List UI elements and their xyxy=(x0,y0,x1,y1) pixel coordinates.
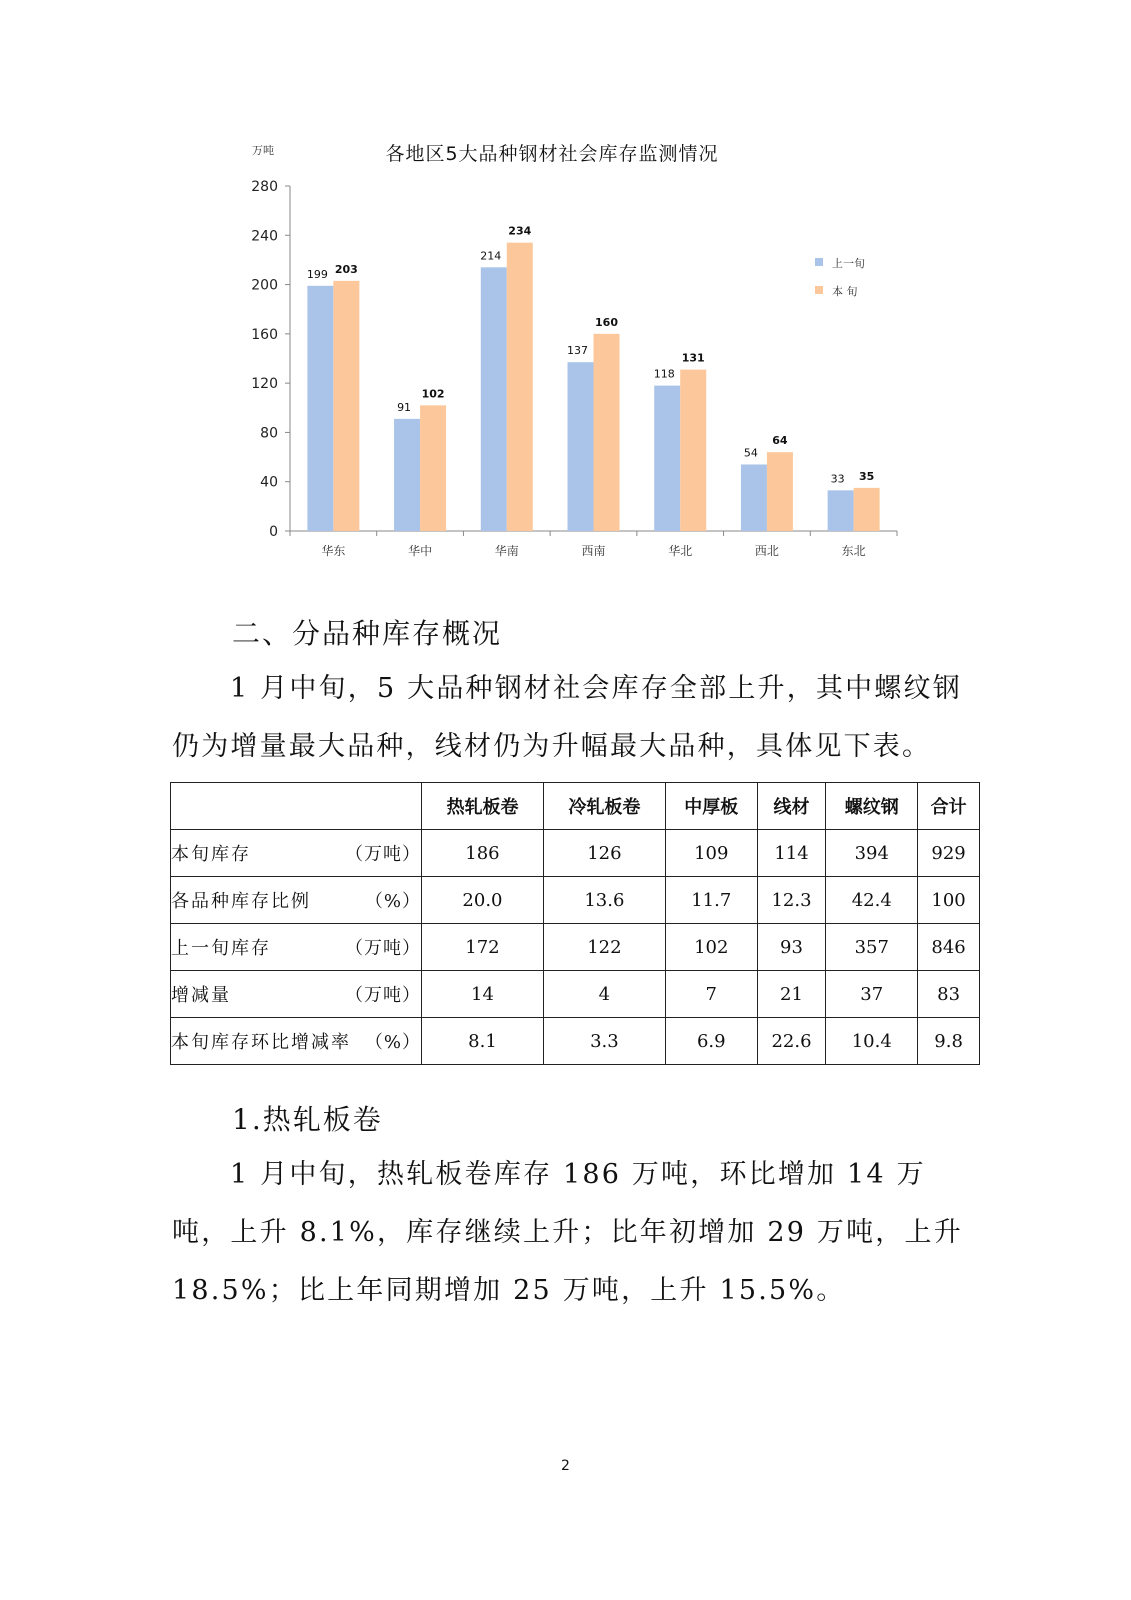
table-cell: 6.9 xyxy=(665,1018,757,1065)
bar xyxy=(481,267,507,531)
chart-title: 各地区5大品种钢材社会库存监测情况 xyxy=(385,143,719,165)
chart-bars xyxy=(307,225,880,531)
header-cell xyxy=(171,783,422,830)
data-label: 199 xyxy=(306,267,328,281)
row-unit: （万吨） xyxy=(345,938,421,959)
data-label: 35 xyxy=(858,469,875,483)
subsection-heading: 1.热轧板卷 xyxy=(232,1103,383,1136)
data-label: 160 xyxy=(595,315,618,329)
table-row xyxy=(171,830,980,877)
row-label: 本旬库存环比增减率 xyxy=(171,1032,351,1053)
table-cell: 394 xyxy=(826,830,918,877)
y-tick-label: 280 xyxy=(251,179,278,195)
table-cell: 929 xyxy=(918,830,980,877)
x-tick-label: 西北 xyxy=(754,544,779,558)
table-cell: 93 xyxy=(757,924,826,971)
table-cell: 12.3 xyxy=(757,877,826,924)
bar xyxy=(307,286,333,531)
data-label: 102 xyxy=(421,387,445,401)
section-heading: 二、分品种库存概况 xyxy=(232,617,503,650)
table-cell: 357 xyxy=(826,924,918,971)
legend-swatch xyxy=(815,286,823,294)
table-cell: 83 xyxy=(918,971,980,1018)
header-cell: 热轧板卷 xyxy=(422,783,544,830)
bar xyxy=(507,243,533,531)
table-cell: 102 xyxy=(665,924,757,971)
bar xyxy=(828,490,854,531)
data-label: 118 xyxy=(653,367,675,381)
row-label: 增减量 xyxy=(171,985,231,1006)
x-tick-label: 西南 xyxy=(581,544,606,558)
data-label: 33 xyxy=(830,472,845,486)
data-label: 64 xyxy=(772,434,788,448)
data-label: 91 xyxy=(397,400,412,414)
table-cell: 4 xyxy=(543,971,665,1018)
table-cell: 10.4 xyxy=(826,1018,918,1065)
bar xyxy=(394,419,420,531)
row-label-cell xyxy=(171,924,422,971)
data-label: 234 xyxy=(508,224,532,238)
table-cell: 114 xyxy=(757,830,826,877)
data-label: 214 xyxy=(480,249,502,263)
data-label: 137 xyxy=(567,344,588,358)
table-cell: 186 xyxy=(422,830,544,877)
row-label: 上一旬库存 xyxy=(171,938,271,959)
row-unit: （万吨） xyxy=(345,844,421,865)
bar xyxy=(680,370,706,531)
y-tick-label: 200 xyxy=(251,277,278,294)
row-label-cell xyxy=(171,877,422,924)
row-unit: （万吨） xyxy=(345,985,421,1006)
row-unit: （%） xyxy=(364,1032,421,1053)
table-cell: 122 xyxy=(543,924,665,971)
table-cell: 21 xyxy=(757,971,826,1018)
table-cell: 100 xyxy=(918,877,980,924)
table-row xyxy=(171,971,980,1018)
header-cell: 线材 xyxy=(757,783,826,830)
legend-label: 上一旬 xyxy=(832,257,865,270)
table-cell: 172 xyxy=(422,924,544,971)
y-tick-label: 160 xyxy=(251,326,278,343)
y-tick-label: 80 xyxy=(260,425,278,442)
bar xyxy=(420,405,446,531)
row-label: 本旬库存 xyxy=(171,844,251,865)
x-tick-label: 东北 xyxy=(841,544,866,558)
x-tick-label: 华中 xyxy=(408,544,433,558)
x-tick-label: 华北 xyxy=(668,544,693,558)
row-label-cell xyxy=(171,1018,422,1065)
bar xyxy=(594,334,620,531)
legend-swatch xyxy=(815,258,823,266)
y-tick-label: 0 xyxy=(269,524,278,540)
header-cell: 中厚板 xyxy=(665,783,757,830)
data-label: 131 xyxy=(681,351,705,365)
table-cell: 13.6 xyxy=(543,877,665,924)
bar xyxy=(654,386,680,531)
table-cell: 14 xyxy=(422,971,544,1018)
bar xyxy=(854,488,880,531)
chart-legend xyxy=(815,256,865,298)
table-row xyxy=(171,1018,980,1065)
header-cell: 合计 xyxy=(918,783,980,830)
table-cell: 7 xyxy=(665,971,757,1018)
table-cell: 22.6 xyxy=(757,1018,826,1065)
y-tick-label: 120 xyxy=(251,376,278,393)
bar xyxy=(767,452,793,531)
inventory-table xyxy=(170,782,980,1065)
table-cell: 11.7 xyxy=(665,877,757,924)
data-label: 54 xyxy=(743,446,758,460)
x-tick-label: 华东 xyxy=(321,544,346,558)
header-cell: 螺纹钢 xyxy=(826,783,918,830)
table-row xyxy=(171,924,980,971)
row-label: 各品种库存比例 xyxy=(171,891,311,912)
table-row xyxy=(171,877,980,924)
row-label-cell xyxy=(171,971,422,1018)
table-cell: 3.3 xyxy=(543,1018,665,1065)
data-label: 203 xyxy=(334,262,358,276)
x-tick-label: 华南 xyxy=(494,544,519,558)
table-cell: 42.4 xyxy=(826,877,918,924)
table-cell: 20.0 xyxy=(422,877,544,924)
bar xyxy=(333,281,359,531)
inventory-bar-chart xyxy=(240,130,920,570)
row-label-cell xyxy=(171,830,422,877)
y-tick-label: 40 xyxy=(260,474,278,491)
table-cell: 8.1 xyxy=(422,1018,544,1065)
subsection-paragraph: 1 月中旬，热轧板卷库存 186 万吨，环比增加 14 万吨，上升 8.1%，库存继续上升；比年初增加 29 万吨，上升 18.5%；比上年同期增加 25 万吨，上升 15.5%。 xyxy=(172,1159,963,1306)
header-cell: 冷轧板卷 xyxy=(543,783,665,830)
bar xyxy=(741,464,767,531)
y-tick-label: 240 xyxy=(251,228,278,245)
bar xyxy=(568,362,594,531)
table-cell: 109 xyxy=(665,830,757,877)
page-number: 2 xyxy=(561,1458,570,1474)
table-header-row xyxy=(171,783,980,830)
section-paragraph: 1 月中旬，5 大品种钢材社会库存全部上升，其中螺纹钢仍为增量最大品种，线材仍为升幅最大品种，具体见下表。 xyxy=(172,673,962,762)
row-unit: （%） xyxy=(364,891,421,912)
table-cell: 846 xyxy=(918,924,980,971)
legend-label: 本 旬 xyxy=(832,285,858,298)
y-unit-label: 万吨 xyxy=(252,144,274,157)
table-cell: 126 xyxy=(543,830,665,877)
table-cell: 37 xyxy=(826,971,918,1018)
table-cell: 9.8 xyxy=(918,1018,980,1065)
